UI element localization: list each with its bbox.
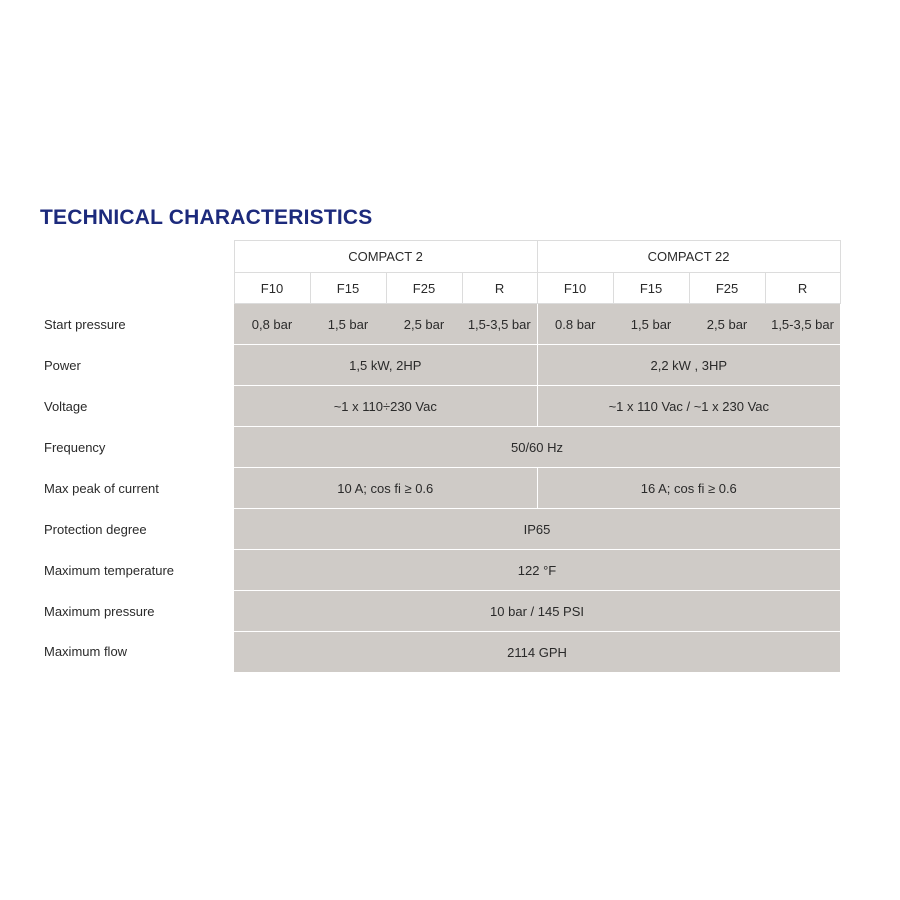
table-cell: 2114 GPH	[234, 632, 840, 673]
variant-r: R	[462, 273, 537, 304]
table-cell: ~1 x 110÷230 Vac	[234, 386, 537, 427]
table-cell: IP65	[234, 509, 840, 550]
row-label: Maximum pressure	[44, 603, 155, 619]
row-label: Frequency	[44, 439, 106, 455]
table-cell: 2,5 bar	[689, 304, 765, 345]
table-cell: ~1 x 110 Vac / ~1 x 230 Vac	[537, 386, 840, 427]
row-power	[36, 345, 840, 386]
table-cell: 1,5 kW, 2HP	[234, 345, 537, 386]
row-voltage	[36, 386, 840, 427]
header-corner	[36, 241, 234, 273]
table-cell: 1,5 bar	[613, 304, 689, 345]
row-label: Max peak of current	[44, 480, 159, 496]
page-title: TECHNICAL CHARACTERISTICS	[40, 206, 373, 229]
group-compact-22: COMPACT 22	[537, 241, 840, 273]
row-maximum-flow	[36, 632, 840, 673]
variant-f10: F10	[234, 273, 310, 304]
variant-f25: F25	[689, 273, 765, 304]
variant-f15: F15	[613, 273, 689, 304]
spec-table	[36, 240, 841, 672]
variant-f10: F10	[537, 273, 613, 304]
table-cell: 1,5-3,5 bar	[765, 304, 840, 345]
row-maximum-temperature	[36, 550, 840, 591]
table-cell: 1,5 bar	[310, 304, 386, 345]
table-cell: 0,8 bar	[234, 304, 310, 345]
table-cell: 16 A; cos fi ≥ 0.6	[537, 468, 840, 509]
row-label: Start pressure	[44, 316, 126, 332]
table-cell: 10 bar / 145 PSI	[234, 591, 840, 632]
variant-f15: F15	[310, 273, 386, 304]
table-cell: 0.8 bar	[537, 304, 613, 345]
header-variant-row	[36, 273, 840, 304]
row-label: Voltage	[44, 398, 88, 414]
row-start-pressure	[36, 304, 840, 345]
header-corner	[36, 273, 234, 304]
table-cell: 2,2 kW , 3HP	[537, 345, 840, 386]
table-cell: 122 °F	[234, 550, 840, 591]
variant-f25: F25	[386, 273, 462, 304]
table-cell: 50/60 Hz	[234, 427, 840, 468]
row-frequency	[36, 427, 840, 468]
row-label: Maximum temperature	[44, 562, 175, 578]
table-cell: 1,5-3,5 bar	[462, 304, 537, 345]
group-compact-2: COMPACT 2	[234, 241, 537, 273]
table-cell: 2,5 bar	[386, 304, 462, 345]
variant-r: R	[765, 273, 840, 304]
row-max-peak-current	[36, 468, 840, 509]
row-protection-degree	[36, 509, 840, 550]
row-label: Power	[44, 357, 81, 373]
table-cell: 10 A; cos fi ≥ 0.6	[234, 468, 537, 509]
row-label: Protection degree	[44, 521, 147, 537]
row-maximum-pressure	[36, 591, 840, 632]
row-label: Maximum flow	[44, 644, 128, 660]
header-group-row	[36, 241, 840, 273]
